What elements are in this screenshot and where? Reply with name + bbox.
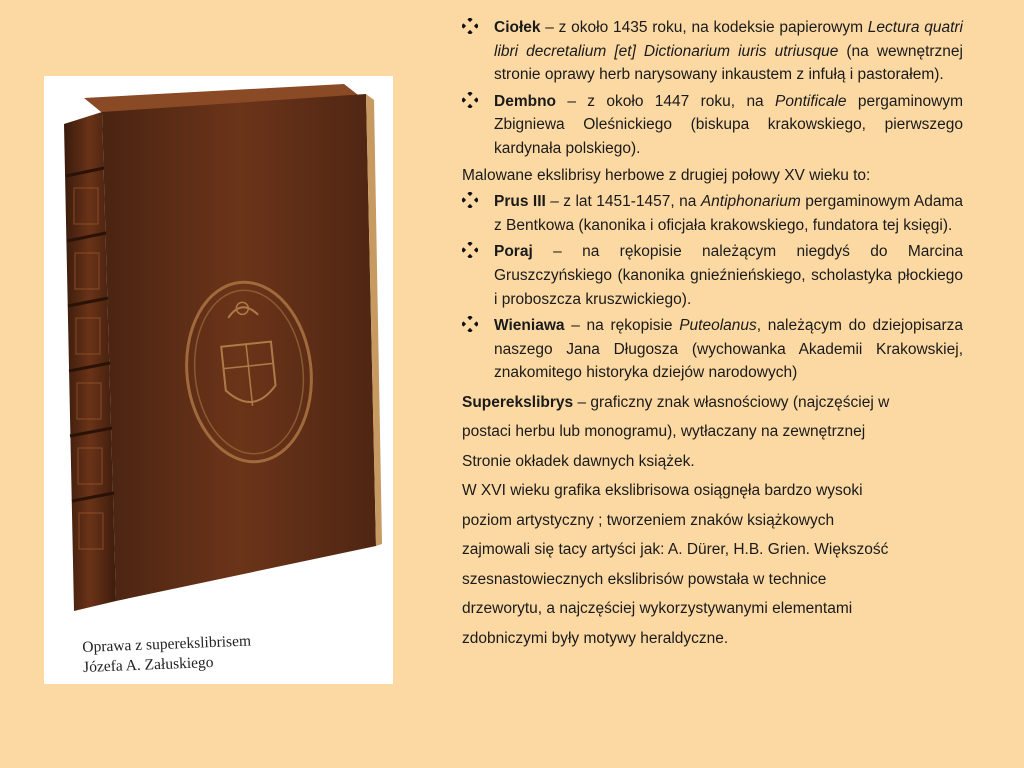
bullet-text: – z około 1435 roku, na kodeksie papierowym (540, 19, 868, 36)
caption-line-2: Józefa A. Załuskiego (82, 653, 214, 676)
intro-line: Malowane ekslibrisy herbowe z drugiej połowy XV wieku to: (462, 166, 871, 184)
caption-line-1: Oprawa z superekslibrisem (82, 632, 252, 656)
closing-line-5: drzeworytu, a najczęściej wykorzystywanymi elementami (462, 600, 853, 618)
definition-text: – graficzny znak własnościowy (najczęściej w (573, 393, 890, 411)
bullet-list-1 (462, 16, 963, 161)
bullet-item (462, 90, 963, 161)
definition-term: Superekslibrys (462, 393, 574, 411)
diamond-bullet-icon (462, 192, 478, 208)
bullet-text: pergaminowym Adama z Bentkowa (kanonika i oficjała krakowskiego, fundatora tej księgi). (494, 193, 963, 234)
definition-line-2: postaci herbu lub monogramu), wytłaczany na zewnętrznej (462, 423, 866, 441)
closing-line-3: zajmowali się tacy artyści jak: A. Dürer, H.B. Grien. Większość (462, 541, 889, 559)
bullet-text: pergaminowym Zbigniewa Oleśnickiego (biskupa krakowskiego, pierwszego kardynała polskiego). (494, 92, 963, 157)
bullet-text: – na rękopisie należącym niegdyś do Marcina Gruszczyńskiego (kanonika gnieźnieńskiego, scholastyka płockiego i proboszcza kruszwickiego). (494, 243, 963, 308)
bullet-item (462, 240, 963, 311)
book-photo (44, 76, 393, 684)
bullet-text: – z lat 1451-1457, na (545, 193, 701, 211)
bullet-name: Wieniawa (494, 317, 565, 335)
bullet-item (462, 314, 963, 385)
bullet-list-2 (462, 190, 963, 385)
diamond-bullet-icon (462, 242, 478, 258)
italic-title: Antiphonarium (700, 193, 801, 211)
bullet-item (462, 190, 963, 237)
bullet-name: Dembno (494, 92, 556, 110)
definition-line-3: Stronie okładek dawnych książek. (462, 452, 695, 470)
bullet-name: Poraj (494, 243, 533, 261)
diamond-bullet-icon (462, 316, 478, 332)
book-illustration (44, 76, 393, 684)
closing-line-2: poziom artystyczny ; tworzeniem znaków książkowych (462, 511, 835, 529)
bullet-text: (na wewnętrznej stronie oprawy herb narysowany inkaustem z infułą i pastorałem). (494, 42, 963, 84)
definition-line-1 (462, 388, 963, 418)
closing-line-6: zdobniczymi były motywy heraldyczne. (462, 629, 729, 647)
closing-line-4: szesnastowiecznych ekslibrisów powstała w technice (462, 570, 827, 588)
italic-title: Lectura quatri libri decretalium [et] Dictionarium iuris utriusque (494, 19, 964, 60)
closing-line-1: W XVI wieku grafika ekslibrisowa osiągnęła bardzo wysoki (462, 482, 863, 500)
bullet-name: Prus III (494, 193, 546, 211)
bullet-text: – z około 1447 roku, na (556, 92, 776, 110)
italic-title: Pontificale (775, 92, 847, 110)
bullet-text: , należącym do dziejopisarza naszego Jana Długosza (wychowanka Akademii Krakowskiej, znakomitego historyka dziejów narodowych) (494, 317, 963, 382)
bullet-item (462, 16, 963, 87)
diamond-bullet-icon (462, 92, 478, 108)
diamond-bullet-icon (462, 18, 478, 34)
bullet-text: – na rękopisie (564, 317, 680, 335)
italic-title: Puteolanus (679, 317, 757, 335)
text-column (462, 16, 963, 653)
bullet-name: Ciołek (494, 19, 541, 36)
